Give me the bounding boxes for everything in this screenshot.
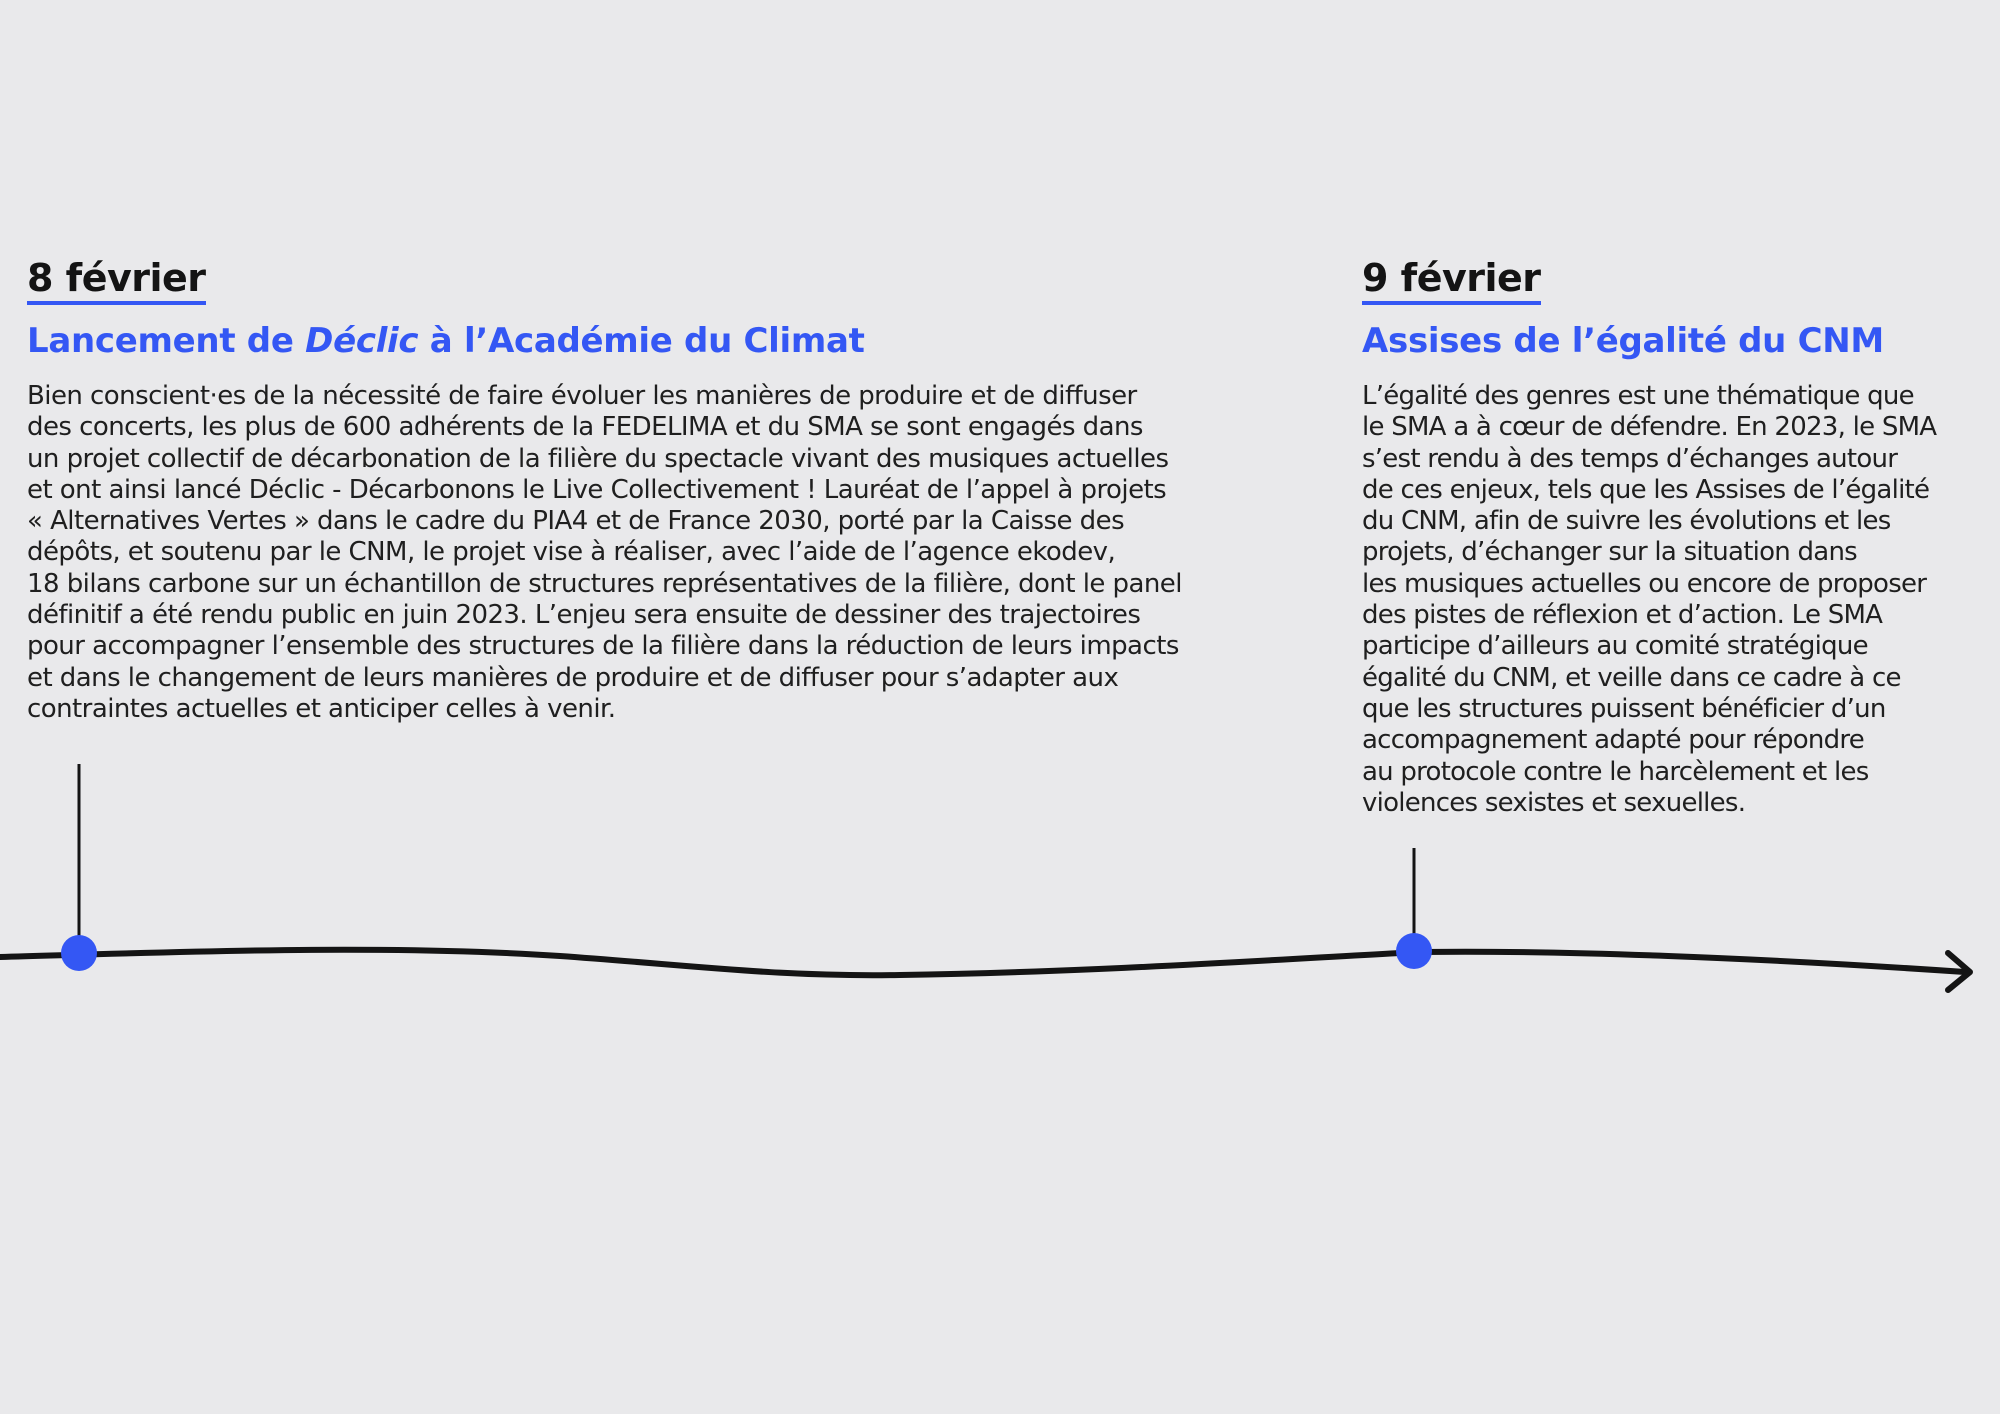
event-title-part: à l’Académie du Climat bbox=[418, 321, 865, 361]
description-line: accompagnement adapté pour répondre bbox=[1362, 725, 1864, 756]
description-line: des concerts, les plus de 600 adhérents de la FEDELIMA et du SMA se sont engagés dans bbox=[27, 412, 1143, 443]
description-line: égalité du CNM, et veille dans ce cadre à ce bbox=[1362, 662, 1901, 693]
event-title bbox=[27, 319, 1332, 363]
marker-dot-2 bbox=[1396, 933, 1432, 969]
event-title-italic: Déclic bbox=[305, 321, 419, 361]
event-description bbox=[1362, 381, 2000, 819]
description-line: participe d’ailleurs au comité stratégique bbox=[1362, 631, 1868, 662]
description-line: s’est rendu à des temps d’échanges autour bbox=[1362, 443, 1898, 474]
description-line: et dans le changement de leurs manières de produire et de diffuser pour s’adapter aux bbox=[27, 662, 1119, 693]
description-line: Bien conscient·es de la nécessité de faire évoluer les manières de produire et de diffuser bbox=[27, 381, 1137, 411]
marker-dot-1 bbox=[61, 935, 97, 971]
description-line: de ces enjeux, tels que les Assises de l’égalité bbox=[1362, 474, 1930, 505]
description-line: violences sexistes et sexuelles. bbox=[1362, 787, 1746, 818]
description-line: le SMA a à cœur de défendre. En 2023, le SMA bbox=[1362, 412, 1937, 443]
description-line: et ont ainsi lancé Déclic - Décarbonons le Live Collectivement ! Lauréat de l’appel à projets bbox=[27, 474, 1167, 505]
description-line: L’égalité des genres est une thématique que bbox=[1362, 381, 1914, 411]
description-line: du CNM, afin de suivre les évolutions et les bbox=[1362, 506, 1891, 537]
description-line: 18 bilans carbone sur un échantillon de structures représentatives de la filière, dont le panel bbox=[27, 568, 1182, 599]
event-title-part: Lancement de bbox=[27, 321, 306, 361]
description-line: pour accompagner l’ensemble des structures de la filière dans la réduction de leurs impacts bbox=[27, 631, 1179, 662]
event-title: Assises de l’égalité du CNM bbox=[1362, 321, 1884, 361]
description-line: que les structures puissent bénéficier d’un bbox=[1362, 693, 1886, 724]
description-line: des pistes de réflexion et d’action. Le SMA bbox=[1362, 600, 1883, 631]
description-line: définitif a été rendu public en juin 2023. L’enjeu sera ensuite de dessiner des trajectoires bbox=[27, 600, 1141, 631]
event-description bbox=[27, 381, 1332, 725]
description-line: « Alternatives Vertes » dans le cadre du PIA4 et de France 2030, porté par la Caisse des bbox=[27, 506, 1125, 537]
timeline-event-2 bbox=[1362, 255, 2000, 819]
timeline-event-1 bbox=[27, 255, 1332, 725]
description-line: dépôts, et soutenu par le CNM, le projet vise à réaliser, avec l’aide de l’agence ekodev, bbox=[27, 537, 1116, 568]
description-line: projets, d’échanger sur la situation dans bbox=[1362, 537, 1857, 568]
description-line: les musiques actuelles ou encore de proposer bbox=[1362, 568, 1927, 599]
event-date: 9 février bbox=[1362, 255, 1541, 305]
description-line: au protocole contre le harcèlement et les bbox=[1362, 756, 1869, 787]
timeline-line bbox=[0, 950, 1965, 976]
description-line: contraintes actuelles et anticiper celles à venir. bbox=[27, 693, 616, 724]
event-date: 8 février bbox=[27, 255, 206, 305]
description-line: un projet collectif de décarbonation de la filière du spectacle vivant des musiques actuelles bbox=[27, 443, 1169, 474]
